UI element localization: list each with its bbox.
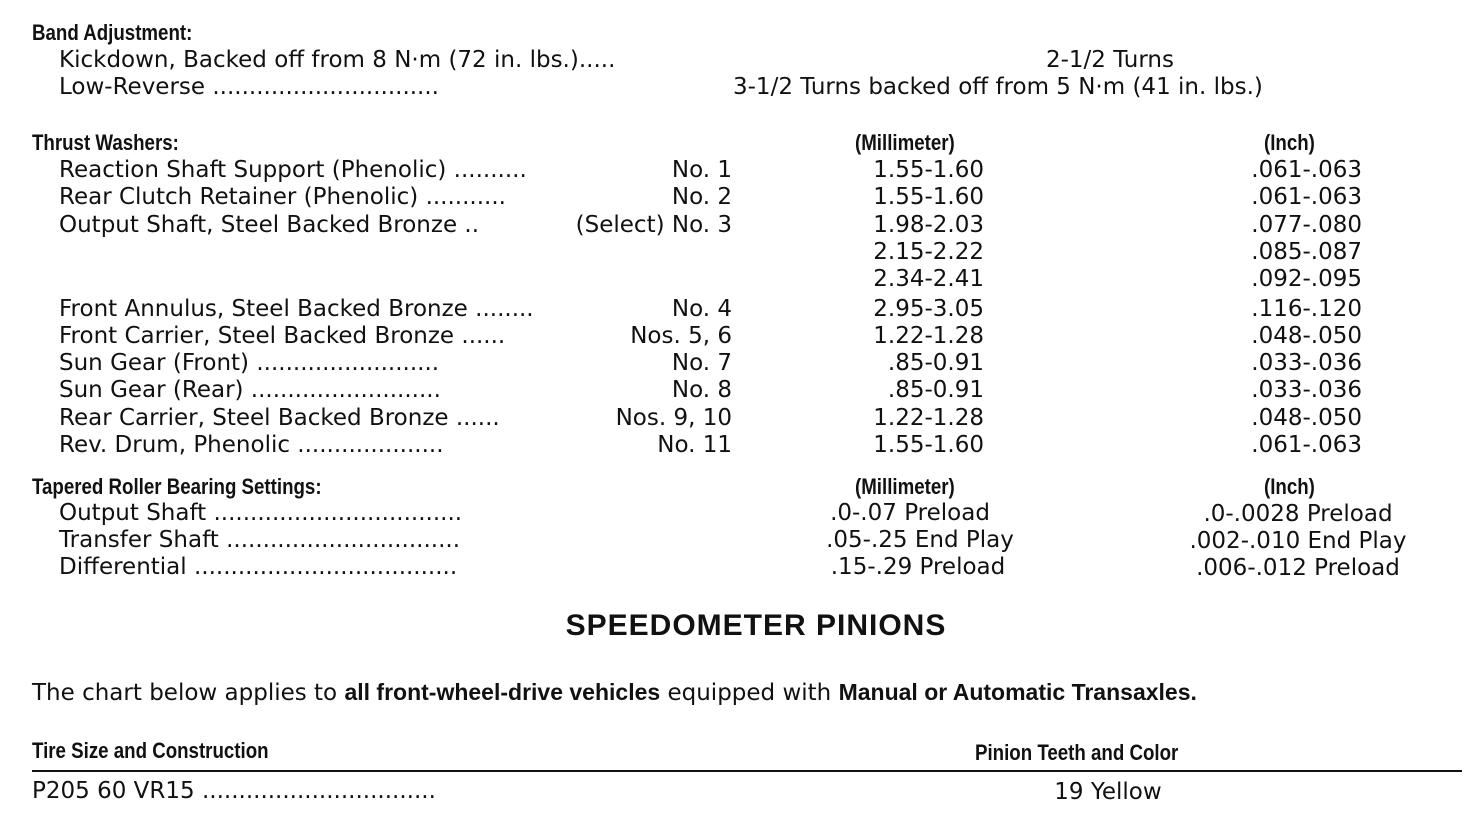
band-row-label: Low-Reverse ............................... xyxy=(59,74,439,100)
thrust-col-mm: (Millimeter) xyxy=(855,130,955,155)
thrust-row-ref: No. 8 xyxy=(671,377,732,404)
bearing-row-inch: .002-.010 End Play xyxy=(1189,528,1407,554)
bearing-row-mm: .15-.29 Preload xyxy=(830,554,1006,580)
thrust-row-inch: .092-.095 xyxy=(1251,266,1362,293)
band-row-value: 3-1/2 Turns backed off from 5 N·m (41 in. lbs.) xyxy=(733,74,1263,100)
bearing-row-inch: .0-.0028 Preload xyxy=(1203,501,1393,527)
pinion-column-header: Pinion Teeth and Color xyxy=(975,740,1179,765)
thrust-row-ref: Nos. 5, 6 xyxy=(630,322,732,349)
thrust-row-mm: 2.15-2.22 xyxy=(873,238,984,265)
bearing-row-label: Transfer Shaft ................................ xyxy=(59,527,461,553)
bearing-row-mm: .0-.07 Preload xyxy=(830,500,990,526)
thrust-row-inch: .033-.036 xyxy=(1251,377,1362,404)
thrust-row-label: Front Annulus, Steel Backed Bronze ........ xyxy=(59,295,534,322)
thrust-row-label: Output Shaft, Steel Backed Bronze .. xyxy=(59,211,480,238)
bearing-row-mm: .05-.25 End Play xyxy=(826,527,1014,553)
thrust-row-mm: 1.98-2.03 xyxy=(873,211,984,238)
pinion-cell: 19 Yellow xyxy=(1054,779,1162,805)
thrust-row-inch: .116-.120 xyxy=(1251,295,1362,322)
band-row-value: 2-1/2 Turns xyxy=(1045,47,1174,73)
band-row-label: Kickdown, Backed off from 8 N·m (72 in. lbs.)..... xyxy=(59,47,616,73)
thrust-row-ref: (Select) No. 3 xyxy=(575,211,732,238)
bearing-row-inch: .006-.012 Preload xyxy=(1196,555,1400,581)
bearing-row-label: Output Shaft .................................. xyxy=(59,500,463,526)
bearing-row-label: Differential .................................... xyxy=(59,554,458,580)
bearing-col-mm: (Millimeter) xyxy=(855,474,955,499)
speedometer-intro: The chart below applies to all front-wheel-drive vehicles equipped with Manual or Automatic Transaxles. xyxy=(32,679,1197,706)
thrust-row-mm: 1.55-1.60 xyxy=(873,432,984,458)
thrust-row-inch: .048-.050 xyxy=(1251,322,1362,349)
thrust-row-mm: .85-0.91 xyxy=(887,377,984,404)
thrust-row-mm: 1.55-1.60 xyxy=(873,157,984,183)
table-divider xyxy=(32,770,1462,772)
thrust-row-mm: .85-0.91 xyxy=(887,350,984,377)
thrust-row-inch: .085-.087 xyxy=(1251,238,1362,265)
speedometer-title: SPEEDOMETER PINIONS xyxy=(565,609,947,642)
thrust-row-label: Rear Carrier, Steel Backed Bronze ...... xyxy=(59,404,500,431)
band-heading: Band Adjustment: xyxy=(32,20,193,45)
thrust-row-inch: .048-.050 xyxy=(1251,404,1362,431)
thrust-row-label: Rev. Drum, Phenolic .................... xyxy=(59,432,444,458)
thrust-row-inch: .061-.063 xyxy=(1251,157,1362,183)
thrust-row-ref: No. 2 xyxy=(671,184,732,211)
thrust-row-ref: Nos. 9, 10 xyxy=(615,404,732,431)
thrust-row-inch: .033-.036 xyxy=(1251,350,1362,377)
bearing-col-inch: (Inch) xyxy=(1264,474,1315,499)
thrust-heading: Thrust Washers: xyxy=(32,130,179,155)
tire-column-header: Tire Size and Construction xyxy=(32,738,269,763)
thrust-row-mm: 2.95-3.05 xyxy=(873,295,984,322)
thrust-row-label: Front Carrier, Steel Backed Bronze ...... xyxy=(59,322,506,349)
bearing-heading: Tapered Roller Bearing Settings: xyxy=(32,474,322,499)
thrust-row-label: Reaction Shaft Support (Phenolic) .......... xyxy=(59,157,527,183)
thrust-row-mm: 1.55-1.60 xyxy=(873,184,984,211)
thrust-row-mm: 1.22-1.28 xyxy=(873,404,984,431)
thrust-row-ref: No. 1 xyxy=(671,157,732,183)
thrust-row-label: Sun Gear (Rear) .......................... xyxy=(59,377,441,404)
thrust-row-inch: .061-.063 xyxy=(1251,184,1362,211)
thrust-row-label: Sun Gear (Front) ......................... xyxy=(59,350,440,377)
thrust-row-ref: No. 11 xyxy=(657,432,732,458)
thrust-row-inch: .077-.080 xyxy=(1251,211,1362,238)
thrust-row-mm: 1.22-1.28 xyxy=(873,322,984,349)
thrust-row-ref: No. 4 xyxy=(671,295,732,322)
thrust-col-inch: (Inch) xyxy=(1264,130,1315,155)
thrust-row-mm: 2.34-2.41 xyxy=(873,266,984,293)
tire-size-cell: P205 60 VR15 ................................ xyxy=(32,778,436,804)
thrust-row-ref: No. 7 xyxy=(671,350,732,377)
thrust-row-label: Rear Clutch Retainer (Phenolic) ........... xyxy=(59,184,506,211)
thrust-row-inch: .061-.063 xyxy=(1251,432,1362,458)
